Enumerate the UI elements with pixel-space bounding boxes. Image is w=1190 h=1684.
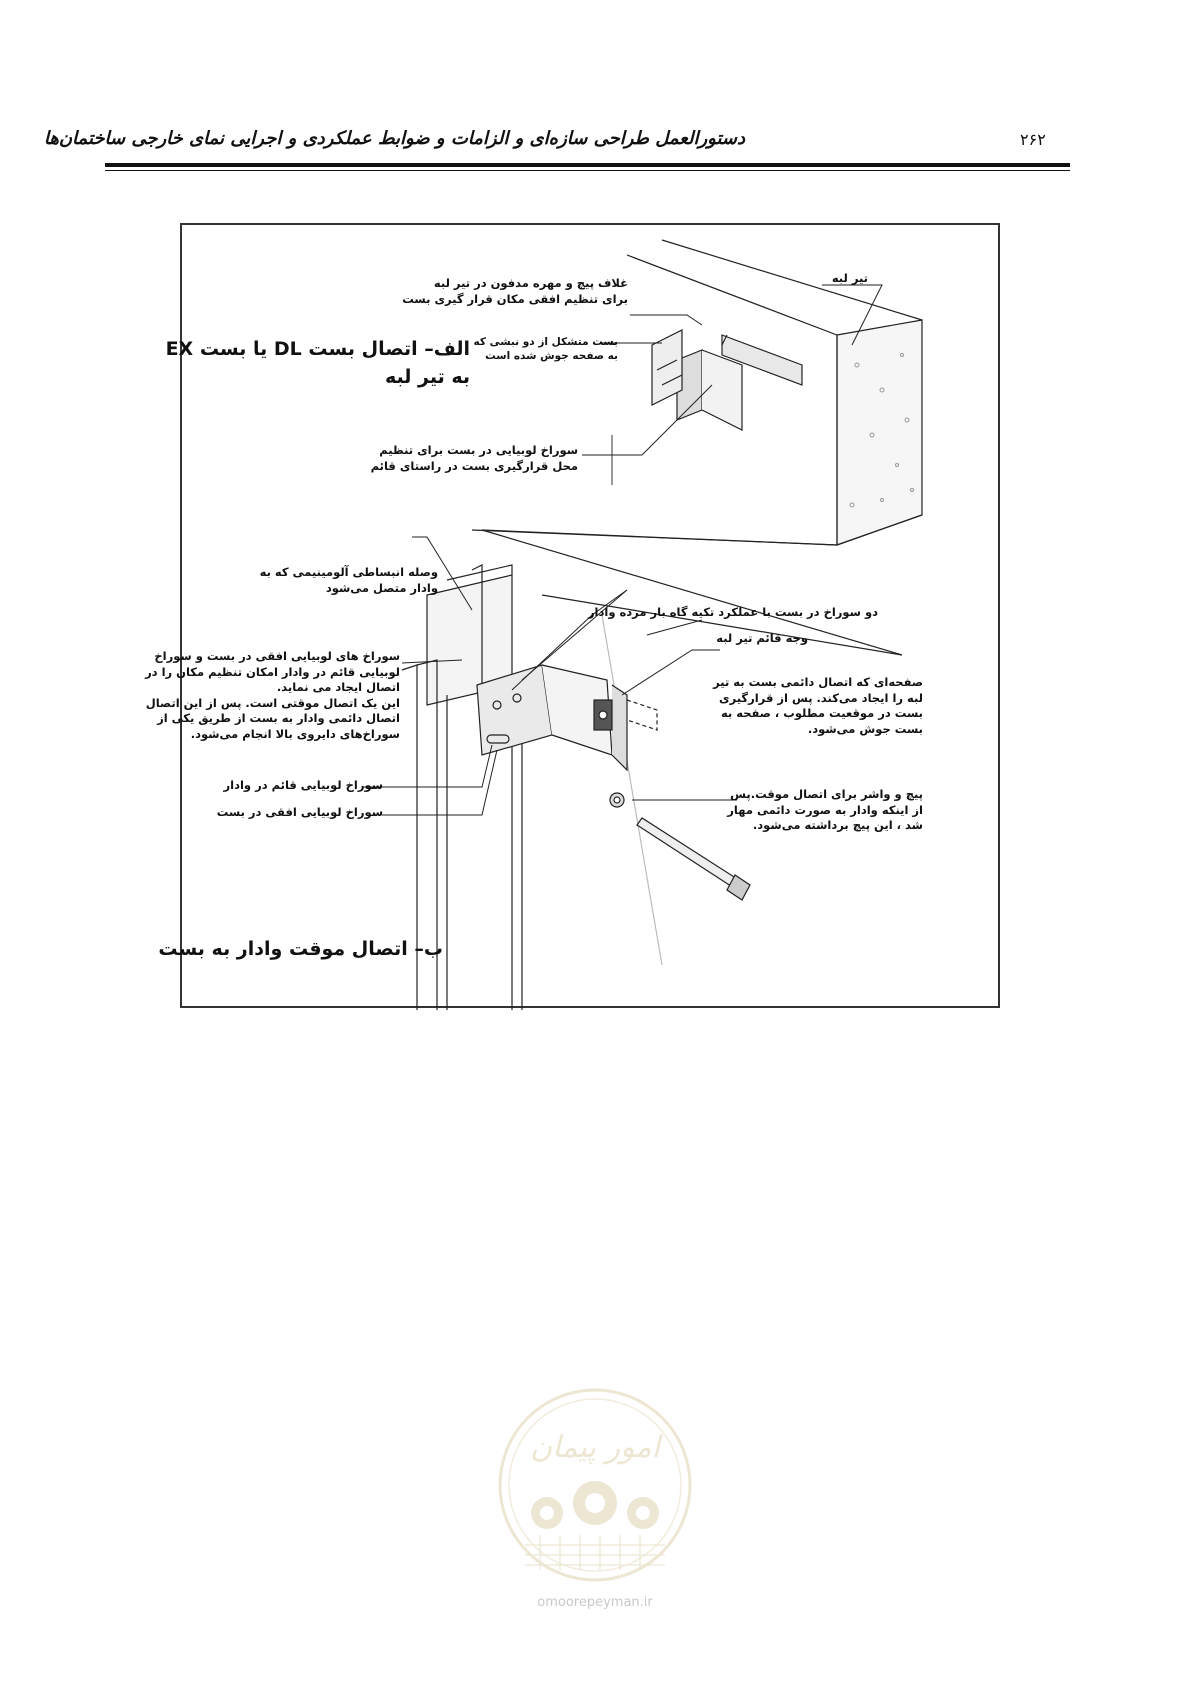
label-slots-line3: اتصال ایجاد می نماید. (276, 680, 400, 695)
label-clip-line2: به صفحه جوش شده است (485, 350, 618, 363)
label-splice-line2: وادار متصل می‌شود (325, 580, 438, 595)
part-a-title: الف– اتصال بست DL یا بست EX (165, 338, 470, 360)
label-bolt-sleeve (402, 276, 628, 307)
label-slot-line2: محل قرارگیری بست در راستای قائم (370, 458, 578, 473)
label-weld-plate (713, 675, 923, 737)
label-slots-note (145, 649, 400, 742)
label-slots-line6: سوراخ‌های دایروی بالا انجام می‌شود. (190, 726, 400, 741)
label-plate-line2: لبه را ایجاد می‌کند. پس از قرارگیری (719, 690, 923, 705)
watermark-logo-icon (495, 1385, 695, 1585)
label-slots-line1: سوراخ های لوبیایی افقی در بست و سوراخ (154, 649, 400, 663)
label-bolt-line2: از اینکه وادار به صورت دائمی مهار (727, 802, 923, 817)
label-horizontal-slot-b: سوراخ لوبیایی افقی در بست (216, 805, 383, 819)
label-beam-face: وجه قائم تیر لبه (716, 631, 808, 645)
label-plate-line1: صفحه‌ای که اتصال دائمی بست به تیر (713, 675, 923, 689)
label-vertical-slot-b: سوراخ لوبیایی قائم در وادار (223, 778, 383, 792)
label-splice-line1: وصله انبساطی آلومینیمی که به (259, 565, 438, 579)
label-slot-line1: سوراخ لوبیایی در بست برای تنظیم (379, 443, 578, 457)
part-b-title: ب– اتصال موقت وادار به بست (158, 938, 443, 960)
label-slots-line4: این یک اتصال موقتی است. پس از این اتصال (145, 695, 400, 710)
header-rule-thick (105, 163, 1070, 167)
label-bolt-sleeve-line2: برای تنظیم افقی مکان قرار گیری بست (402, 291, 628, 306)
mullion-drawing (402, 530, 902, 1010)
running-header: دستورالعمل طراحی سازه‌ای و الزامات و ضوابط عملکردی و اجرایی نمای خارجی ساختمان‌ها (43, 128, 745, 149)
label-clip-line1: بست متشکل از دو نبشی که (473, 336, 618, 348)
label-temp-bolt (727, 787, 923, 834)
part-a-title-line2: به تیر لبه (384, 366, 470, 388)
label-plate-line3: بست در موقعیت مطلوب ، صفحه به (720, 706, 923, 721)
label-slots-line5: اتصال دائمی وادار به بست از طریق یکی از (157, 711, 400, 726)
label-expansion-splice (260, 565, 438, 596)
label-vertical-slot-a (371, 443, 578, 474)
label-plate-line4: بست جوش می‌شود. (807, 721, 923, 736)
label-clip-angles (473, 335, 618, 363)
label-bolt-line1: پیچ و واشر برای اتصال موقت.پس (730, 787, 923, 801)
label-bolt-sleeve-line1: غلاف پیچ و مهره مدفون در تیر لبه (433, 276, 628, 290)
page-number: ۲۶۲ (1020, 130, 1046, 149)
watermark-logo-text: امور پیمان (530, 1430, 660, 1465)
figure-frame (145, 223, 1000, 1008)
label-slots-line2: لوبیایی قائم در وادار امکان تنظیم مکان را در (145, 664, 400, 679)
label-two-holes: دو سوراخ در بست با عملکرد تکیه گاه بار مرده وادار (587, 605, 878, 619)
label-bolt-line3: شد ، این پیچ برداشته می‌شود. (752, 818, 923, 833)
label-edge-beam: تیر لبه (831, 271, 868, 285)
watermark-url: omoorepeyman.ir (537, 1595, 653, 1610)
header-rule-thin (105, 170, 1070, 171)
